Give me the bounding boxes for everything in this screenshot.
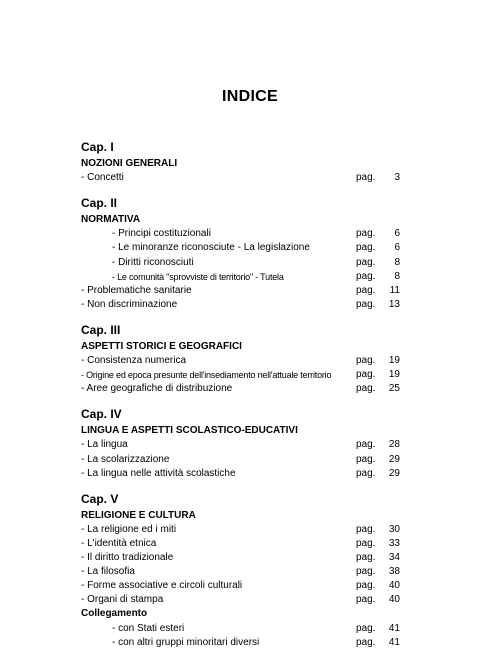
toc-entry: - L'identità etnica <box>81 537 157 549</box>
page-number: 28 <box>388 439 400 451</box>
page-number: 40 <box>388 580 400 592</box>
page-label: pag. <box>356 552 376 563</box>
page-label: pag. <box>356 439 376 451</box>
section-heading: ASPETTI STORICI E GEOGRAFICI <box>81 340 242 352</box>
page-number: 33 <box>388 537 400 549</box>
page-label: pag. <box>356 355 376 366</box>
page-number: 6 <box>394 228 400 240</box>
chapter-heading: Cap. I <box>81 140 114 154</box>
toc-entry: - Non discriminazione <box>81 298 178 310</box>
section-heading: LINGUA E ASPETTI SCOLASTICO-EDUCATIVI <box>81 425 298 437</box>
page-number: 38 <box>388 566 400 578</box>
page-number: 29 <box>388 467 400 479</box>
section-heading: NORMATIVA <box>81 214 141 226</box>
page-number: 8 <box>394 270 400 282</box>
page-label: pag. <box>356 242 376 254</box>
section-heading: NOZIONI GENERALI <box>81 158 178 169</box>
toc-entry: - Principi costituzionali <box>112 228 211 240</box>
chapter-heading: Cap. IV <box>81 407 122 422</box>
toc-entry: - Forme associative e circoli culturali <box>81 580 243 592</box>
page-number: 40 <box>388 594 400 606</box>
toc-entry: - La filosofia <box>81 566 135 578</box>
page-number: 34 <box>388 552 400 563</box>
page-label: pag. <box>356 566 376 578</box>
page-label: pag. <box>356 369 376 381</box>
page-label: pag. <box>356 298 376 310</box>
toc-entry: - Origine ed epoca presunte dell'insediamento nell'attuale territorio <box>81 370 332 381</box>
chapter-heading: Cap. III <box>81 322 121 337</box>
page-number: 29 <box>388 453 400 465</box>
toc-entry: - La religione ed i miti <box>81 523 177 535</box>
page-title: INDICE <box>221 88 279 105</box>
toc-entry: - Consistenza numerica <box>81 355 187 366</box>
page-label: pag. <box>356 467 376 479</box>
page-label: pag. <box>356 172 376 184</box>
toc-entry: - Le minoranze riconosciute - La legislazione <box>112 242 310 254</box>
section-heading: RELIGIONE E CULTURA <box>81 509 196 521</box>
page-number: 8 <box>394 256 400 268</box>
toc-entry: - Diritti riconosciuti <box>112 256 194 268</box>
page-label: pag. <box>356 622 376 634</box>
toc-entry: - Le comunità "sprovviste di territorio" - Tutela <box>112 271 284 282</box>
page-label: pag. <box>356 256 376 268</box>
page-number: 41 <box>388 622 400 634</box>
page-label: pag. <box>356 594 376 606</box>
toc-entry: - con altri gruppi minoritari diversi <box>112 636 260 648</box>
page-label: pag. <box>356 270 376 282</box>
page-number: 19 <box>388 355 400 366</box>
page-number: 11 <box>389 284 400 296</box>
page-number: 3 <box>394 172 400 184</box>
page-label: pag. <box>356 636 376 648</box>
chapter-heading: Cap. II <box>81 196 118 211</box>
toc-entry: - Aree geografiche di distribuzione <box>81 383 233 395</box>
toc-entry: - Organi di stampa <box>81 594 164 606</box>
page-number: 30 <box>388 523 400 535</box>
page-number: 19 <box>388 369 400 381</box>
toc-entry: - con Stati esteri <box>112 622 185 634</box>
page-number: 25 <box>388 383 400 395</box>
toc-entry: - Concetti <box>81 172 124 184</box>
page-number: 41 <box>388 636 400 648</box>
section-heading: Collegamento <box>81 608 148 620</box>
toc-entry: - La scolarizzazione <box>81 453 170 465</box>
toc-entry: - Il diritto tradizionale <box>81 552 174 563</box>
page-label: pag. <box>356 580 376 592</box>
page-number: 13 <box>388 298 400 310</box>
page-number: 6 <box>394 242 400 254</box>
page-label: pag. <box>356 523 376 535</box>
page-label: pag. <box>356 228 376 240</box>
toc-entry: - La lingua <box>81 439 128 451</box>
page-label: pag. <box>356 383 376 395</box>
page-label: pag. <box>356 537 376 549</box>
page-label: pag. <box>356 453 376 465</box>
chapter-heading: Cap. V <box>81 491 119 506</box>
toc-entry: - Problematiche sanitarie <box>81 284 192 296</box>
toc-entry: - La lingua nelle attività scolastiche <box>81 467 236 479</box>
page-label: pag. <box>356 284 376 296</box>
